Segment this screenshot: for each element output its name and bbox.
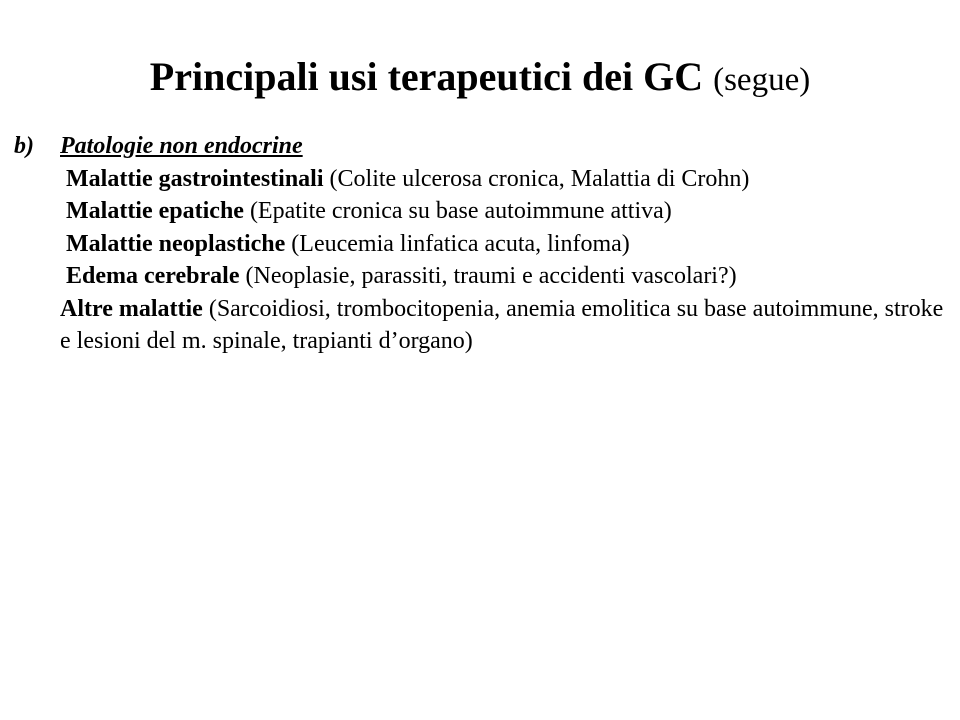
slide-content <box>14 130 944 358</box>
item-list <box>14 163 944 358</box>
item-term: Malattie neoplastiche <box>66 230 286 257</box>
list-item-cerebral-edema <box>60 260 944 293</box>
slide-title <box>0 50 960 107</box>
section-marker: b) <box>14 133 34 159</box>
section-heading: Patologie non endocrine <box>60 133 303 159</box>
section-header <box>14 130 944 163</box>
item-term: Edema cerebrale <box>66 263 240 289</box>
item-term: Altre malattie <box>60 295 203 322</box>
item-detail: (Leucemia linfatica acuta, linfoma) <box>291 230 630 257</box>
list-item-gastrointestinal <box>60 163 944 196</box>
list-item-other <box>60 293 944 358</box>
list-item-neoplastic <box>60 228 944 261</box>
list-item-hepatic <box>60 195 944 228</box>
item-detail: (Sarcoidiosi, trombocitopenia, anemia emolitica su base autoimmune, stroke e lesioni del m. spinale, trapianti d’organo) <box>60 295 944 354</box>
item-term: Malattie gastrointestinali <box>66 165 324 192</box>
item-detail: (Colite ulcerosa cronica, Malattia di Crohn) <box>329 165 750 192</box>
slide-title-suffix: (segue) <box>713 62 811 98</box>
item-term: Malattie epatiche <box>66 198 244 224</box>
item-detail: (Epatite cronica su base autoimmune attiva) <box>249 198 672 224</box>
slide-title-main: Principali usi terapeutici dei GC <box>149 54 704 99</box>
item-detail: (Neoplasie, parassiti, traumi e accidenti vascolari?) <box>245 263 737 289</box>
